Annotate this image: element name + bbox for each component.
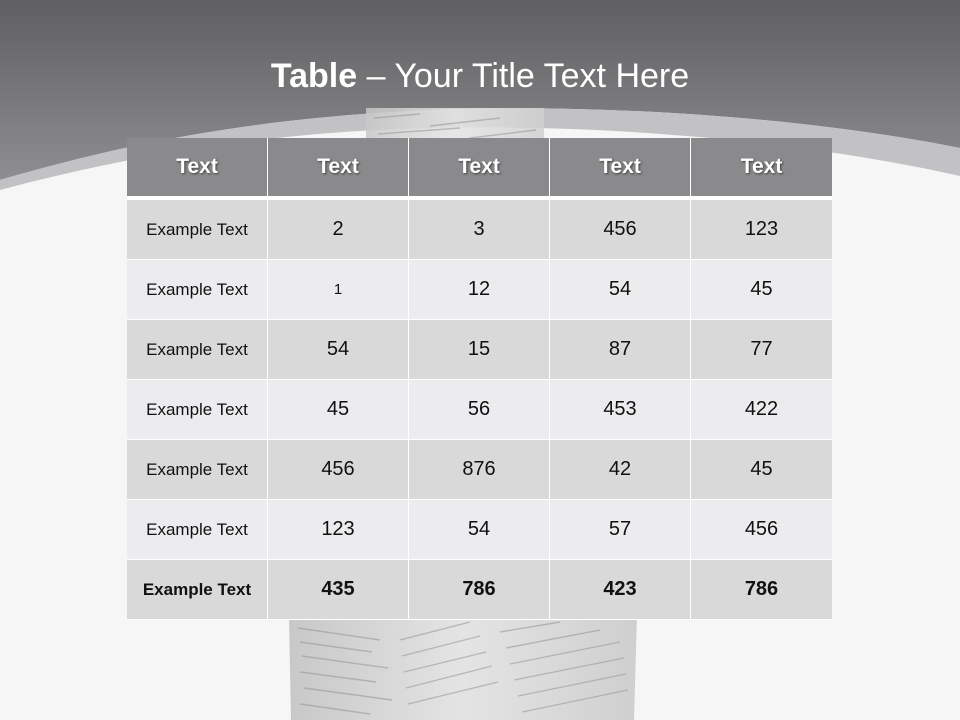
table-total-row xyxy=(127,560,832,620)
table-row xyxy=(127,500,832,560)
table-cell: 123 xyxy=(691,200,832,260)
table-cell: 45 xyxy=(691,440,832,500)
data-table xyxy=(127,138,832,620)
table-row xyxy=(127,200,832,260)
table-cell: 45 xyxy=(691,260,832,320)
header-cell: Text xyxy=(268,138,409,200)
table-row xyxy=(127,440,832,500)
table-cell: 456 xyxy=(268,440,409,500)
row-label: Example Text xyxy=(127,260,268,320)
title-rest: – Your Title Text Here xyxy=(357,57,690,95)
table-cell: 2 xyxy=(268,200,409,260)
table-cell: 45 xyxy=(268,380,409,440)
table-cell: 77 xyxy=(691,320,832,380)
header-cell: Text xyxy=(691,138,832,200)
table-cell: 456 xyxy=(550,200,691,260)
table-cell: 54 xyxy=(409,500,550,560)
table-cell: 56 xyxy=(409,380,550,440)
header-cell: Text xyxy=(127,138,268,200)
table-cell: 435 xyxy=(268,560,409,620)
table-cell: 3 xyxy=(409,200,550,260)
row-label: Example Text xyxy=(127,440,268,500)
table-row xyxy=(127,380,832,440)
slide-title xyxy=(0,52,960,100)
table-cell: 786 xyxy=(691,560,832,620)
row-label: Example Text xyxy=(127,500,268,560)
data-table-container xyxy=(127,138,832,617)
table-cell: 12 xyxy=(409,260,550,320)
table-cell: 876 xyxy=(409,440,550,500)
table-cell: 456 xyxy=(691,500,832,560)
row-label: Example Text xyxy=(127,200,268,260)
table-cell: 422 xyxy=(691,380,832,440)
paper-column-bottom xyxy=(289,614,637,720)
table-cell: 54 xyxy=(268,320,409,380)
title-bold: Table xyxy=(270,57,358,95)
table-header-row xyxy=(127,138,832,200)
table-cell: 123 xyxy=(268,500,409,560)
row-label: Example Text xyxy=(127,380,268,440)
table-cell: 423 xyxy=(550,560,691,620)
table-cell: 42 xyxy=(550,440,691,500)
table-cell: 453 xyxy=(550,380,691,440)
table-cell: 54 xyxy=(550,260,691,320)
table-cell: 87 xyxy=(550,320,691,380)
row-label: Example Text xyxy=(127,560,268,620)
header-cell: Text xyxy=(550,138,691,200)
table-cell: 15 xyxy=(409,320,550,380)
table-cell: 1 xyxy=(268,260,409,320)
header-cell: Text xyxy=(409,138,550,200)
table-cell: 786 xyxy=(409,560,550,620)
table-row xyxy=(127,320,832,380)
row-label: Example Text xyxy=(127,320,268,380)
table-cell: 57 xyxy=(550,500,691,560)
table-row xyxy=(127,260,832,320)
